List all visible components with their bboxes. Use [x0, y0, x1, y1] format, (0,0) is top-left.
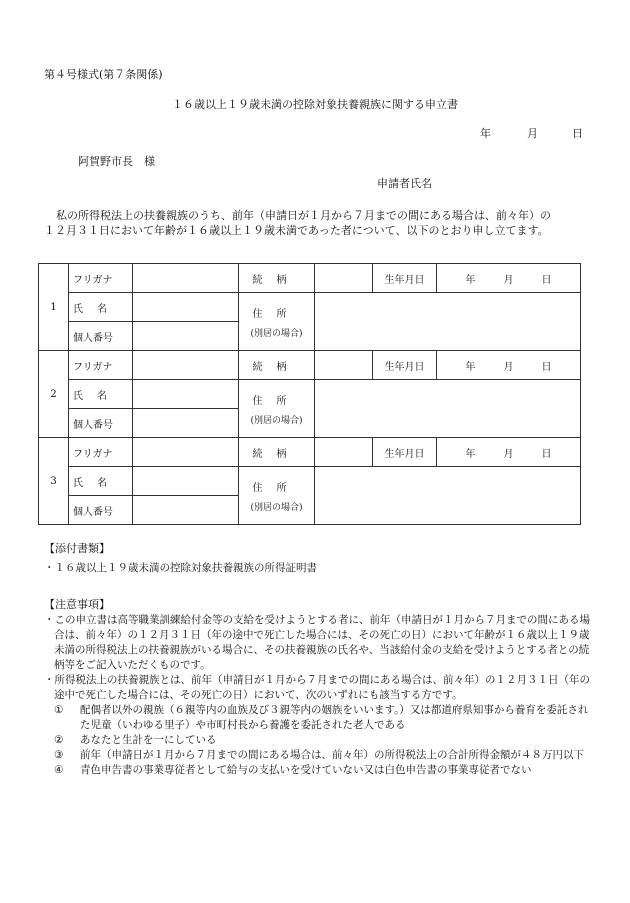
condition-item: ④ 青色申告書の事業専従者として給与の支払いを受けていない又は白色申告書の事業専従者でない	[54, 764, 532, 776]
birth-date-input[interactable]: 年 月 日	[437, 438, 581, 467]
intro-text	[44, 208, 594, 238]
table-row	[39, 467, 581, 496]
row-number: 2	[39, 351, 69, 438]
name-label: 氏名	[69, 380, 133, 409]
personal-number-label: 個人番号	[69, 322, 133, 351]
note-bullet-2: ・所得税法上の扶養親族とは、前年（申請日が１月から７月までの間にある場合は、前々年）の１２月３１日（年の途中で死亡した場合には、その死亡の日）において、次のいずれにも該当する方です。	[44, 674, 590, 701]
relation-input[interactable]	[315, 264, 373, 293]
dependents-table	[38, 263, 581, 525]
form-title: １６歳以上１９歳未満の控除対象扶養親族に関する申立書	[172, 98, 458, 111]
condition-item: ③ 前年（申請日が１月から７月までの間にある場合は、前々年）の所得税法上の合計所得金額が４８万円以下	[54, 749, 584, 761]
table-row	[39, 293, 581, 322]
relation-input[interactable]	[315, 438, 373, 467]
attachment-item: ・１６歳以上１９歳未満の控除対象扶養親族の所得証明書	[44, 562, 317, 574]
name-label: 氏名	[69, 467, 133, 496]
note-bullet-1: ・この申立書は高等職業訓練給付金等の支給を受けようとする者に、前年（申請日が１月から７月までの間にある場合は、前々年）の１２月３１日（年の途中で死亡した場合には、その死亡の日）において年齢が１６歳以上１９歳未満の所得税法上の扶養親族がいる場合に、その扶養親族の氏名や、当該給付金の支給を受けようとする者との続柄等をご記入いただくものです。	[44, 614, 590, 671]
relation-label: 続柄	[239, 438, 315, 467]
address-input[interactable]	[315, 380, 581, 438]
personal-number-label: 個人番号	[69, 409, 133, 438]
table-row	[39, 380, 581, 409]
name-label: 氏名	[69, 293, 133, 322]
relation-label: 続柄	[239, 264, 315, 293]
birth-date-label: 生年月日	[373, 438, 437, 467]
address-label: 住所 (別居の場合)	[239, 380, 315, 438]
date-row	[480, 125, 583, 141]
condition-item: ① 配偶者以外の親族（６親等内の血族及び３親等内の姻族をいいます。）又は都道府県知事から養育を委託された児童（いわゆる里子）や市町村長から養護を委託された老人である	[54, 704, 589, 731]
furigana-label: フリガナ	[69, 351, 133, 380]
table-row	[39, 264, 581, 293]
personal-number-input[interactable]	[133, 496, 239, 525]
birth-date-label: 生年月日	[373, 351, 437, 380]
addressee: 阿賀野市長 様	[78, 155, 155, 168]
table-row	[39, 351, 581, 380]
applicant-name-label: 申請者氏名	[377, 177, 432, 190]
personal-number-label: 個人番号	[69, 496, 133, 525]
furigana-label: フリガナ	[69, 264, 133, 293]
name-input[interactable]	[133, 380, 239, 409]
birth-date-input[interactable]: 年 月 日	[437, 351, 581, 380]
year-label: 年	[480, 127, 491, 140]
notes-title: 【注意事項】	[44, 598, 110, 611]
personal-number-input[interactable]	[133, 322, 239, 351]
birth-date-input[interactable]: 年 月 日	[437, 264, 581, 293]
month-label: 月	[527, 127, 538, 140]
furigana-input[interactable]	[133, 351, 239, 380]
name-input[interactable]	[133, 293, 239, 322]
personal-number-input[interactable]	[133, 409, 239, 438]
furigana-label: フリガナ	[69, 438, 133, 467]
row-number: 1	[39, 264, 69, 351]
address-label: 住所 (別居の場合)	[239, 293, 315, 351]
row-number: 3	[39, 438, 69, 525]
address-label: 住所 (別居の場合)	[239, 467, 315, 525]
address-input[interactable]	[315, 467, 581, 525]
attachments-title: 【添付書類】	[44, 542, 110, 555]
name-input[interactable]	[133, 467, 239, 496]
condition-item: ② あなたと生計を一にしている	[54, 734, 217, 746]
notes-body	[44, 613, 592, 778]
relation-input[interactable]	[315, 351, 373, 380]
furigana-input[interactable]	[133, 264, 239, 293]
furigana-input[interactable]	[133, 438, 239, 467]
intro-line-2: １２月３１日において年齢が１６歳以上１９歳未満であった者について、以下のとおり申し立てます。	[44, 224, 549, 237]
birth-date-label: 生年月日	[373, 264, 437, 293]
table-row	[39, 438, 581, 467]
day-label: 日	[572, 127, 583, 140]
intro-line-1: 私の所得税法上の扶養親族のうち、前年（申請日が１月から７月までの間にある場合は、前々年）の	[56, 209, 551, 222]
relation-label: 続柄	[239, 351, 315, 380]
conditions-list	[44, 703, 592, 778]
form-number: 第４号様式(第７条関係)	[44, 68, 163, 81]
address-input[interactable]	[315, 293, 581, 351]
